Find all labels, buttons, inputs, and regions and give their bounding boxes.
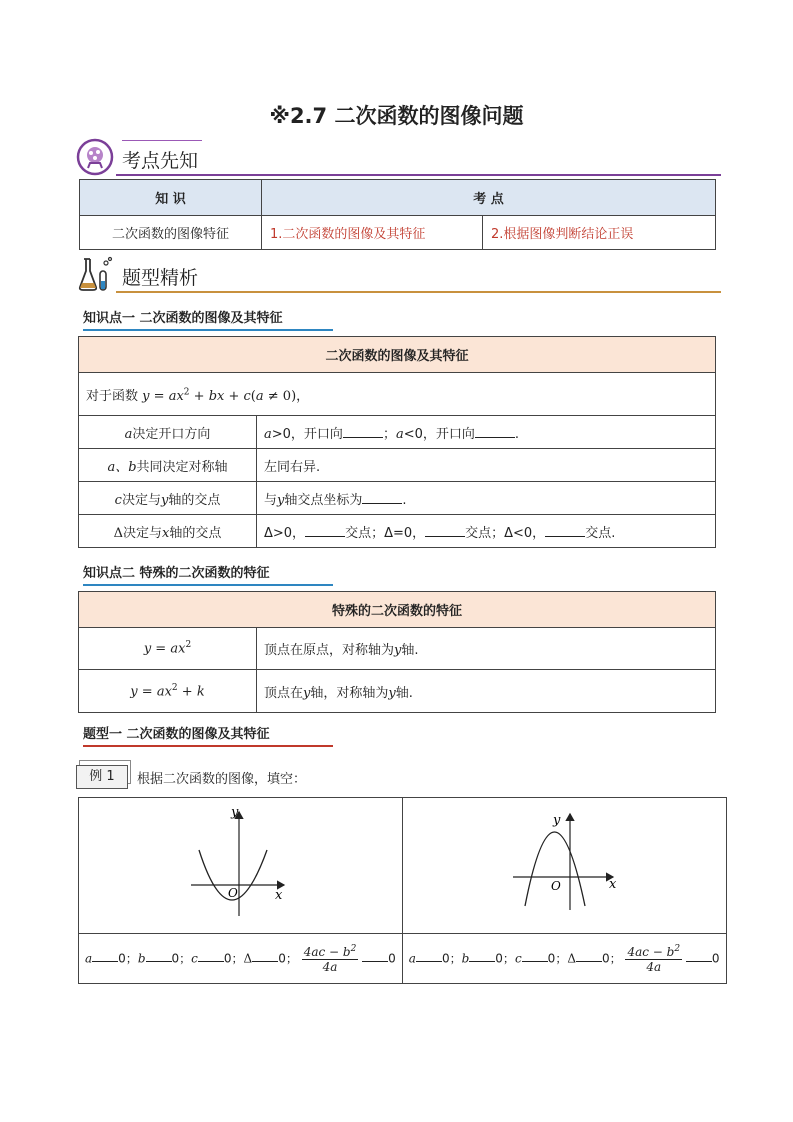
y-label: y (231, 805, 239, 820)
row-c-value: 与y轴交点坐标为 . (257, 482, 716, 515)
row-c-label: c决定与y轴的交点 (79, 482, 257, 515)
zsd2-table-title: 特殊的二次函数的特征 (79, 592, 716, 628)
formula-y-ax2-k-desc: 顶点在y轴，对称轴为y轴. (257, 670, 716, 713)
formula-y-ax2-k: $y = ax^2 + k$ (79, 670, 257, 713)
row-label: 二次函数的图像特征 (80, 216, 262, 250)
kaodian-2: 2.根据图像判断结论正误 (483, 216, 716, 250)
row-delta-value: Δ>0， 交点；Δ=0， 交点；Δ<0， 交点. (257, 515, 716, 548)
graph-cell-2 (402, 798, 726, 934)
parabola-graph-down (403, 798, 721, 932)
col-header-zhishi: 知 识 (80, 180, 262, 216)
fraction: $\frac{4ac - b^2}{4a}$ (303, 943, 357, 974)
example-table (78, 797, 727, 984)
answer-row-1: a 0；b 0；c 0；Δ 0； $\frac{4ac - b^2}{4a}$ 0 (79, 934, 403, 984)
fraction: $\frac{4ac - b^2}{4a}$ (627, 943, 681, 974)
graph-cell-1 (79, 798, 403, 934)
row-ab-label: a、b共同决定对称轴 (79, 449, 257, 482)
section-title: 考点先知 (122, 150, 199, 172)
page-title: ※2.7 二次函数的图像问题 (269, 104, 524, 128)
parabola-graph-up (79, 798, 396, 932)
tx1-heading: 题型一 二次函数的图像及其特征 (83, 723, 333, 742)
section-tixing (76, 255, 721, 295)
origin-label: O (228, 886, 238, 900)
brain-head-icon (76, 138, 114, 176)
example-badge: 例 1 (76, 763, 134, 791)
section-title: 题型精析 (122, 267, 199, 289)
zsd2-heading: 知识点二 特殊的二次函数的特征 (83, 562, 333, 581)
row-delta-label: Δ决定与x轴的交点 (79, 515, 257, 548)
col-header-kaodian: 考 点 (262, 180, 716, 216)
x-label: x (608, 877, 617, 892)
origin-label: O (550, 879, 561, 893)
row-a-label: a决定开口方向 (79, 416, 257, 449)
kaodian-table (79, 179, 716, 250)
y-label: y (552, 813, 561, 828)
example-prompt: 根据二次函数的图像，填空： (137, 772, 307, 787)
zsd1-table (78, 336, 716, 548)
row-ab-value: 左同右异. (257, 449, 716, 482)
zsd1-heading: 知识点一 二次函数的图像及其特征 (83, 307, 333, 326)
zsd1-intro: 对于函数 $y = ax^2$ + bx + c(a ≠ 0)， (79, 373, 716, 416)
section-kaodian (76, 138, 721, 178)
zsd2-table (78, 591, 716, 713)
x-label: x (275, 888, 283, 903)
zsd1-table-title: 二次函数的图像及其特征 (79, 337, 716, 373)
parabola-curve (525, 832, 585, 906)
kaodian-1: 1.二次函数的图像及其特征 (262, 216, 483, 250)
formula-y-ax2-desc: 顶点在原点，对称轴为y轴. (257, 628, 716, 670)
formula-y-ax2: $y = ax^2$ (79, 628, 257, 670)
flask-icon (76, 255, 114, 293)
row-a-value: a>0，开口向 ；a<0，开口向 . (257, 416, 716, 449)
answer-row-2: a 0；b 0；c 0；Δ 0； $\frac{4ac - b^2}{4a}$ 0 (402, 934, 726, 984)
